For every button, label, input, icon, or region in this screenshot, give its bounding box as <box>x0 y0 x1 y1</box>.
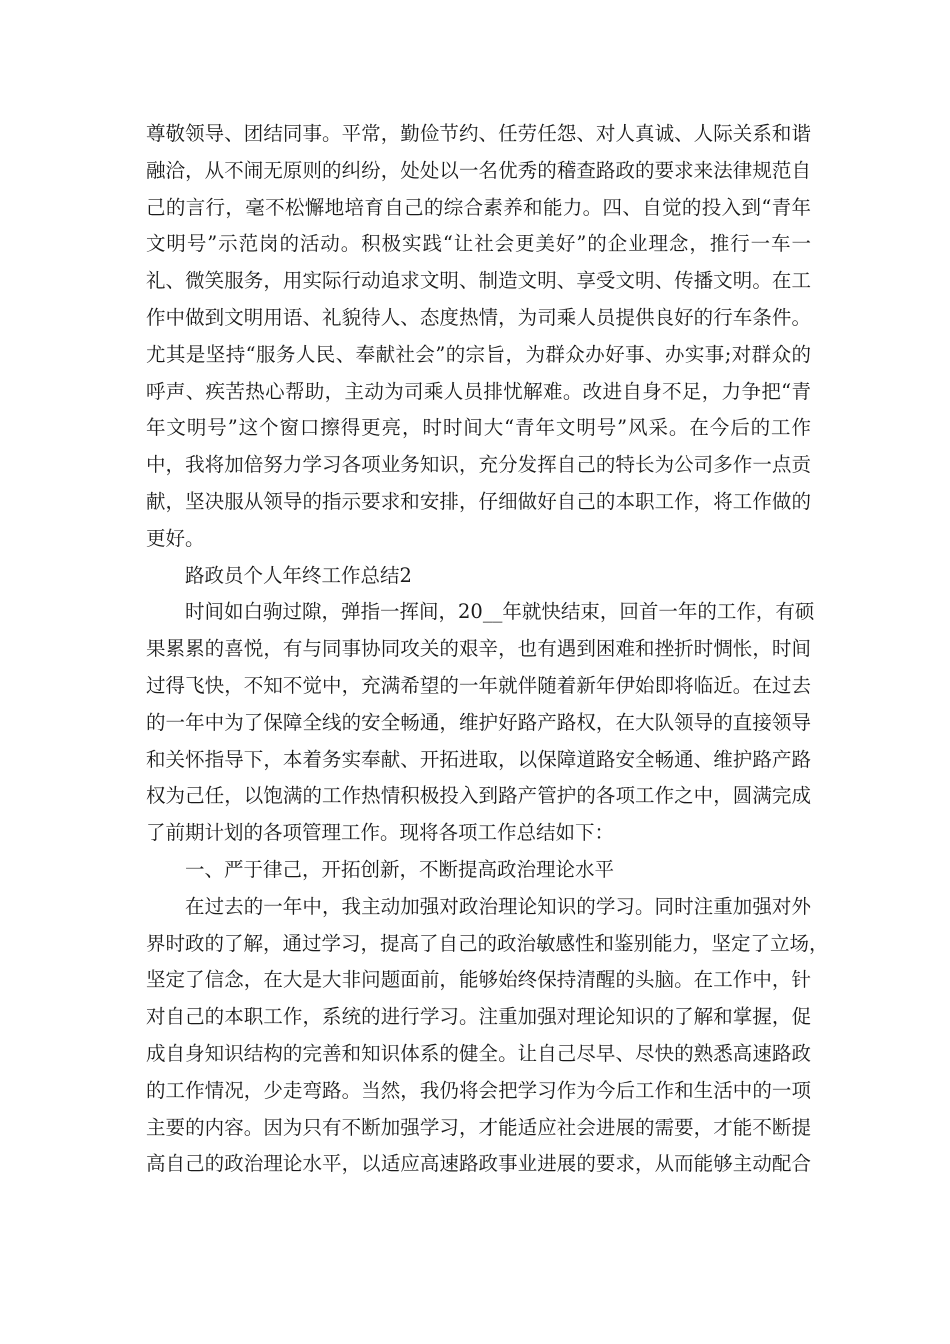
section-heading: 一、严于律己，开拓创新，不断提高政治理论水平 <box>185 857 615 881</box>
text-line: 高自己的政治理论水平，以适应高速路政事业进展的要求，从而能够主动配合 <box>146 1152 811 1176</box>
section-heading: 路政员个人年终工作总结2 <box>185 563 412 587</box>
text-line: 尊敬领导、团结同事。平常，勤俭节约、任劳任怨、对人真诚、人际关系和谐 <box>146 122 811 145</box>
text-line: 对自己的本职工作，系统的进行学习。注重加强对理论知识的了解和掌握，促 <box>146 1005 811 1029</box>
text-line: 主要的内容。因为只有不断加强学习，才能适应社会进展的需要，才能不断提 <box>146 1115 811 1139</box>
text-line: 的工作情况，少走弯路。当然，我仍将会把学习作为今后工作和生活中的一项 <box>146 1078 811 1102</box>
text-line: 文明号”示范岗的活动。积极实践“让社会更美好”的企业理念，推行一车一 <box>146 232 811 256</box>
text-line: 在过去的一年中，我主动加强对政治理论知识的学习。同时注重加强对外 <box>185 894 811 918</box>
text-line: 权为己任，以饱满的工作热情积极投入到路产管护的各项工作之中，圆满完成 <box>146 784 811 808</box>
text-line: 果累累的喜悦，有与同事协同攻关的艰辛，也有遇到困难和挫折时惆怅，时间 <box>146 637 811 661</box>
text-line: 界时政的了解，通过学习，提高了自己的政治敏感性和鉴别能力，坚定了立场， <box>146 931 829 955</box>
text-line: 了前期计划的各项管理工作。现将各项工作总结如下： <box>146 821 615 845</box>
text-line: 过得飞快，不知不觉中，充满希望的一年就伴随着新年伊始即将临近。在过去 <box>146 673 811 697</box>
text-line: 融洽，从不闹无原则的纠纷，处处以一名优秀的稽查路政的要求来法律规范自 <box>146 158 811 182</box>
text-line: 的一年中为了保障全线的安全畅通，维护好路产路权，在大队领导的直接领导 <box>146 710 811 734</box>
text-line: 尤其是坚持“服务人民、奉献社会”的宗旨，为群众办好事、办实事;对群众的 <box>146 342 811 366</box>
document-body <box>146 116 829 1183</box>
text-line: 更好。 <box>146 526 205 550</box>
text-line: 中，我将加倍努力学习各项业务知识，充分发挥自己的特长为公司多作一点贡 <box>146 453 811 477</box>
text-line: 年文明号”这个窗口擦得更亮，时时间大“青年文明号”风采。在今后的工作 <box>146 416 811 440</box>
text-line: 呼声、疾苦热心帮助，主动为司乘人员排忧解难。改进自身不足，力争把“青 <box>146 379 811 403</box>
text-line: 礼、微笑服务，用实际行动追求文明、制造文明、享受文明、传播文明。在工 <box>146 269 811 293</box>
text-line: 时间如白驹过隙，弹指一挥间，20__年就快结束，回首一年的工作，有硕 <box>185 600 815 624</box>
text-line: 坚定了信念，在大是大非问题面前，能够始终保持清醒的头脑。在工作中，针 <box>146 968 811 992</box>
text-line: 和关怀指导下，本着务实奉献、开拓进取，以保障道路安全畅通、维护路产路 <box>146 747 811 771</box>
text-line: 己的言行，毫不松懈地培育自己的综合素养和能力。四、自觉的投入到“青年 <box>146 195 811 219</box>
text-line: 作中做到文明用语、礼貌待人、态度热情，为司乘人员提供良好的行车条件。 <box>146 305 811 329</box>
text-line: 献，坚决服从领导的指示要求和安排，仔细做好自己的本职工作，将工作做的 <box>146 489 811 513</box>
text-line: 成自身知识结构的完善和知识体系的健全。让自己尽早、尽快的熟悉高速路政 <box>146 1041 811 1065</box>
